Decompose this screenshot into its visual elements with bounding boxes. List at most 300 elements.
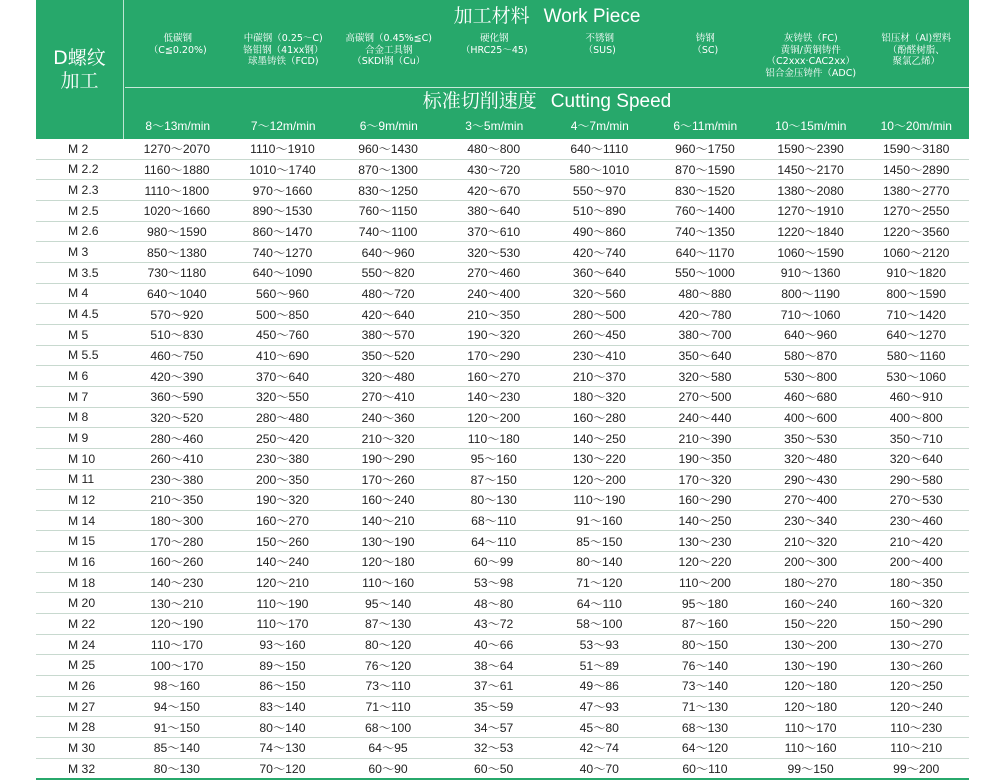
speed-value-cell: 91～150 (124, 717, 230, 738)
speed-value-cell: 230～380 (124, 469, 230, 490)
speed-value-cell: 120～220 (652, 552, 758, 573)
speed-value-cell: 73～140 (652, 676, 758, 697)
speed-value-cell: 210～420 (863, 531, 969, 552)
speed-value-cell: 130～210 (124, 593, 230, 614)
speed-value-cell: 85～150 (547, 531, 653, 552)
speed-value-cell: 480～720 (335, 283, 441, 304)
speed-value-cell: 190～320 (230, 490, 336, 511)
speed-value-cell: 380～640 (441, 200, 547, 221)
material-line: 铝压材（Al)塑料 (881, 33, 952, 44)
speed-value-cell: 370～640 (230, 366, 336, 387)
work-piece-title-en: Work Piece (543, 6, 641, 27)
speed-value-cell: 510～830 (124, 324, 230, 345)
speed-value-cell: 51～89 (547, 655, 653, 676)
speed-value-cell: 240～440 (652, 407, 758, 428)
speed-value-cell: 350～710 (863, 428, 969, 449)
speed-value-cell: 760～1400 (652, 200, 758, 221)
speed-value-cell: 890～1530 (230, 200, 336, 221)
speed-value-cell: 93～160 (230, 634, 336, 655)
speed-value-cell: 120～210 (230, 572, 336, 593)
speed-value-cell: 87～150 (441, 469, 547, 490)
thread-size-cell: M 16 (36, 552, 124, 573)
thread-size-cell: M 14 (36, 510, 124, 531)
speed-value-cell: 380～570 (335, 324, 441, 345)
table-row (36, 531, 969, 552)
material-line: 不锈钢 (585, 33, 614, 44)
speed-value-cell: 970～1660 (230, 180, 336, 201)
table-row (36, 593, 969, 614)
speed-value-cell: 80～150 (652, 634, 758, 655)
speed-value-cell: 160～280 (547, 407, 653, 428)
speed-value-cell: 42～74 (547, 738, 653, 759)
thread-size-cell: M 20 (36, 593, 124, 614)
material-row (125, 33, 969, 85)
d-thread-label-1: D螺纹 (53, 46, 106, 69)
speed-value-cell: 1060～1590 (758, 242, 864, 263)
speed-value-cell: 160～290 (652, 490, 758, 511)
speed-value-cell: 180～320 (547, 386, 653, 407)
table-row (36, 180, 969, 201)
speed-value-cell: 1160～1880 (124, 159, 230, 180)
thread-size-cell: M 22 (36, 614, 124, 635)
speed-value-cell: 1220～1840 (758, 221, 864, 242)
speed-value-cell: 140～240 (230, 552, 336, 573)
speed-value-cell: 170～280 (124, 531, 230, 552)
speed-range-7: 10～15m/min (775, 119, 847, 133)
speed-value-cell: 95～180 (652, 593, 758, 614)
speed-value-cell: 190～350 (652, 448, 758, 469)
speed-value-cell: 130～220 (547, 448, 653, 469)
speed-value-cell: 89～150 (230, 655, 336, 676)
speed-value-cell: 70～120 (230, 758, 336, 779)
speed-value-cell: 870～1590 (652, 159, 758, 180)
speed-value-cell: 180～300 (124, 510, 230, 531)
material-header-8 (864, 33, 970, 85)
speed-value-cell: 120～200 (547, 469, 653, 490)
speed-value-cell: 43～72 (441, 614, 547, 635)
speed-value-cell: 870～1300 (335, 159, 441, 180)
material-header-1 (125, 33, 231, 85)
thread-size-cell: M 6 (36, 366, 124, 387)
speed-value-cell: 240～400 (441, 283, 547, 304)
cutting-speed-table (36, 0, 969, 780)
speed-value-cell: 400～600 (758, 407, 864, 428)
speed-value-cell: 460～750 (124, 345, 230, 366)
speed-value-cell: 80～140 (230, 717, 336, 738)
table-row (36, 696, 969, 717)
speed-value-cell: 64～95 (335, 738, 441, 759)
speed-value-cell: 260～450 (547, 324, 653, 345)
speed-value-cell: 1220～3560 (863, 221, 969, 242)
speed-value-cell: 140～250 (547, 428, 653, 449)
speed-value-cell: 170～290 (441, 345, 547, 366)
thread-size-cell: M 8 (36, 407, 124, 428)
speed-value-cell: 95～160 (441, 448, 547, 469)
speed-value-cell: 130～260 (863, 655, 969, 676)
speed-value-cell: 420～390 (124, 366, 230, 387)
d-thread-label-2: 加工 (60, 69, 99, 92)
speed-value-cell: 1380～2080 (758, 180, 864, 201)
speed-value-cell: 71～120 (547, 572, 653, 593)
table-row (36, 552, 969, 573)
speed-value-cell: 1590～2390 (758, 139, 864, 159)
material-line: （SUS) (583, 44, 616, 56)
speed-value-cell: 230～460 (863, 510, 969, 531)
speed-value-cell: 76～140 (652, 655, 758, 676)
speed-value-cell: 87～160 (652, 614, 758, 635)
speed-value-cell: 34～57 (441, 717, 547, 738)
speed-value-cell: 210～370 (547, 366, 653, 387)
speed-value-cell: 49～86 (547, 676, 653, 697)
speed-value-cell: 60～50 (441, 758, 547, 779)
speed-value-cell: 170～260 (335, 469, 441, 490)
speed-value-cell: 210～320 (758, 531, 864, 552)
table-row (36, 510, 969, 531)
speed-value-cell: 960～1430 (335, 139, 441, 159)
cutting-speed-title (125, 90, 969, 114)
speed-value-cell: 160～270 (441, 366, 547, 387)
speed-range-8: 10～20m/min (880, 119, 952, 133)
speed-value-cell: 95～140 (335, 593, 441, 614)
speed-value-cell: 210～390 (652, 428, 758, 449)
speed-value-cell: 110～230 (863, 717, 969, 738)
speed-value-cell: 200～350 (230, 469, 336, 490)
speed-value-cell: 99～200 (863, 758, 969, 779)
speed-range-3: 6～9m/min (359, 119, 418, 133)
table-row (36, 717, 969, 738)
thread-size-cell: M 5 (36, 324, 124, 345)
speed-value-cell: 270～530 (863, 490, 969, 511)
speed-value-cell: 420～640 (335, 304, 441, 325)
speed-value-cell: 260～410 (124, 448, 230, 469)
speed-value-cell: 320～480 (758, 448, 864, 469)
speed-value-cell: 280～460 (124, 428, 230, 449)
speed-value-cell: 1060～2120 (863, 242, 969, 263)
speed-value-cell: 110～190 (230, 593, 336, 614)
speed-value-cell: 99～150 (758, 758, 864, 779)
speed-value-cell: 47～93 (547, 696, 653, 717)
speed-value-cell: 37～61 (441, 676, 547, 697)
speed-value-cell: 180～270 (758, 572, 864, 593)
speed-value-cell: 86～150 (230, 676, 336, 697)
speed-value-cell: 160～240 (758, 593, 864, 614)
speed-value-cell: 110～160 (335, 572, 441, 593)
speed-value-cell: 550～970 (547, 180, 653, 201)
thread-size-cell: M 27 (36, 696, 124, 717)
thread-size-cell: M 25 (36, 655, 124, 676)
speed-value-cell: 640～960 (758, 324, 864, 345)
thread-size-cell: M 24 (36, 634, 124, 655)
speed-value-cell: 550～820 (335, 262, 441, 283)
speed-value-cell: 32～53 (441, 738, 547, 759)
speed-value-cell: 910～1360 (758, 262, 864, 283)
material-line: 球墨铸铁（FCD) (247, 56, 319, 67)
speed-value-cell: 120～180 (758, 696, 864, 717)
speed-value-cell: 160～320 (863, 593, 969, 614)
speed-value-cell: 320～640 (863, 448, 969, 469)
material-line: 黄铜/黄铜铸件 (780, 44, 841, 56)
speed-value-cell: 560～960 (230, 283, 336, 304)
speed-value-cell: 420～780 (652, 304, 758, 325)
speed-value-cell: 91～160 (547, 510, 653, 531)
speed-value-cell: 980～1590 (124, 221, 230, 242)
header-divider (125, 87, 969, 88)
speed-value-cell: 1450～2170 (758, 159, 864, 180)
thread-size-cell: M 5.5 (36, 345, 124, 366)
speed-value-cell: 1010～1740 (230, 159, 336, 180)
speed-value-cell: 110～200 (652, 572, 758, 593)
speed-value-cell: 87～130 (335, 614, 441, 635)
material-line: （C2xxx·CAC2xx） (766, 56, 855, 67)
table-row (36, 283, 969, 304)
speed-value-cell: 360～590 (124, 386, 230, 407)
speed-value-cell: 150～290 (863, 614, 969, 635)
table-row (36, 139, 969, 159)
material-header-4 (442, 33, 548, 85)
speed-value-cell: 110～190 (547, 490, 653, 511)
speed-value-cell: 230～380 (230, 448, 336, 469)
speed-value-cell: 80～130 (124, 758, 230, 779)
thread-size-cell: M 2 (36, 139, 124, 159)
material-line: 中碳钢（0.25～C) (243, 33, 323, 44)
speed-value-cell: 35～59 (441, 696, 547, 717)
speed-range-5: 4～7m/min (570, 119, 629, 133)
speed-value-cell: 550～1000 (652, 262, 758, 283)
speed-value-cell: 640～1170 (652, 242, 758, 263)
speed-value-cell: 420～670 (441, 180, 547, 201)
material-line: 硬化钢 (479, 33, 509, 44)
speed-value-cell: 230～410 (547, 345, 653, 366)
speed-value-cell: 800～1190 (758, 283, 864, 304)
speed-value-cell: 110～180 (441, 428, 547, 449)
speed-value-cell: 58～100 (547, 614, 653, 635)
speed-value-cell: 130～200 (758, 634, 864, 655)
speed-value-cell: 130～190 (335, 531, 441, 552)
thread-size-cell: M 15 (36, 531, 124, 552)
table-row (36, 614, 969, 635)
thread-size-cell: M 4 (36, 283, 124, 304)
speed-value-cell: 120～180 (758, 676, 864, 697)
speed-value-cell: 210～320 (335, 428, 441, 449)
speed-value-cell: 100～170 (124, 655, 230, 676)
speed-value-cell: 480～880 (652, 283, 758, 304)
table-row (36, 242, 969, 263)
speed-range-4: 3～5m/min (465, 119, 524, 133)
speed-value-cell: 140～230 (441, 386, 547, 407)
speed-value-cell: 640～1270 (863, 324, 969, 345)
speed-value-cell: 210～350 (124, 490, 230, 511)
material-line: （SC) (692, 44, 719, 56)
material-line: 灰铸铁（FC) (783, 33, 838, 44)
speed-value-cell: 76～120 (335, 655, 441, 676)
speed-value-cell: 320～550 (230, 386, 336, 407)
table-row (36, 221, 969, 242)
thread-size-cell: M 2.3 (36, 180, 124, 201)
speed-value-cell: 850～1380 (124, 242, 230, 263)
speed-value-cell: 71～110 (335, 696, 441, 717)
speed-value-cell: 38～64 (441, 655, 547, 676)
speed-value-cell: 53～98 (441, 572, 547, 593)
cutting-speed-title-cn: 标准切削速度 (422, 91, 537, 112)
speed-value-cell: 140～210 (335, 510, 441, 531)
speed-value-cell: 110～160 (758, 738, 864, 759)
speed-value-cell: 450～760 (230, 324, 336, 345)
speed-value-cell: 200～400 (863, 552, 969, 573)
speed-range-row (125, 116, 969, 136)
speed-value-cell: 760～1150 (335, 200, 441, 221)
speed-value-cell: 420～740 (547, 242, 653, 263)
speed-value-cell: 68～110 (441, 510, 547, 531)
material-line: 聚氯乙烯） (892, 56, 940, 67)
table-row (36, 469, 969, 490)
thread-size-cell: M 10 (36, 448, 124, 469)
speed-value-cell: 150～220 (758, 614, 864, 635)
speed-value-cell: 1110～1800 (124, 180, 230, 201)
table-row (36, 386, 969, 407)
thread-size-cell: M 28 (36, 717, 124, 738)
thread-size-cell: M 3.5 (36, 262, 124, 283)
speed-value-cell: 130～190 (758, 655, 864, 676)
speed-value-cell: 45～80 (547, 717, 653, 738)
speed-value-cell: 740～1100 (335, 221, 441, 242)
speed-value-cell: 64～120 (652, 738, 758, 759)
table-row (36, 262, 969, 283)
table-row (36, 738, 969, 759)
speed-value-cell: 40～70 (547, 758, 653, 779)
speed-value-cell: 110～170 (124, 634, 230, 655)
speed-value-cell: 490～860 (547, 221, 653, 242)
material-line: 铸钢 (695, 33, 715, 44)
thread-size-cell: M 9 (36, 428, 124, 449)
speed-value-cell: 150～260 (230, 531, 336, 552)
speed-value-cell: 830～1250 (335, 180, 441, 201)
speed-value-cell: 270～500 (652, 386, 758, 407)
speed-value-cell: 190～290 (335, 448, 441, 469)
speed-value-cell: 320～480 (335, 366, 441, 387)
speed-value-cell: 71～130 (652, 696, 758, 717)
d-thread-header (36, 0, 124, 139)
speed-value-cell: 110～210 (863, 738, 969, 759)
speed-value-cell: 640～1040 (124, 283, 230, 304)
speed-value-cell: 120～240 (863, 696, 969, 717)
speed-value-cell: 640～960 (335, 242, 441, 263)
speed-value-cell: 83～140 (230, 696, 336, 717)
speed-value-cell: 530～1060 (863, 366, 969, 387)
speed-value-cell: 130～270 (863, 634, 969, 655)
speed-value-cell: 280～480 (230, 407, 336, 428)
speed-value-cell: 170～320 (652, 469, 758, 490)
material-line: 低碳钢 (163, 33, 192, 44)
speed-value-cell: 120～200 (441, 407, 547, 428)
speed-data-table (36, 139, 969, 780)
speed-value-cell: 1270～2070 (124, 139, 230, 159)
speed-value-cell: 140～230 (124, 572, 230, 593)
speed-value-cell: 460～910 (863, 386, 969, 407)
speed-value-cell: 570～920 (124, 304, 230, 325)
speed-value-cell: 730～1180 (124, 262, 230, 283)
speed-value-cell: 53～93 (547, 634, 653, 655)
speed-range-6: 6～11m/min (673, 119, 738, 133)
speed-value-cell: 290～580 (863, 469, 969, 490)
speed-value-cell: 250～420 (230, 428, 336, 449)
thread-size-cell: M 2.5 (36, 200, 124, 221)
table-row (36, 324, 969, 345)
speed-value-cell: 350～640 (652, 345, 758, 366)
speed-value-cell: 710～1420 (863, 304, 969, 325)
speed-value-cell: 1450～2890 (863, 159, 969, 180)
table-row (36, 676, 969, 697)
table-row (36, 634, 969, 655)
speed-value-cell: 510～890 (547, 200, 653, 221)
table-row (36, 200, 969, 221)
speed-value-cell: 190～320 (441, 324, 547, 345)
speed-value-cell: 1590～3180 (863, 139, 969, 159)
speed-value-cell: 350～530 (758, 428, 864, 449)
work-piece-title-cn: 加工材料 (453, 6, 530, 27)
speed-value-cell: 640～1110 (547, 139, 653, 159)
speed-value-cell: 64～110 (547, 593, 653, 614)
material-line: 铬钼钢（41xx钢） (243, 44, 324, 56)
speed-value-cell: 140～250 (652, 510, 758, 531)
speed-value-cell: 740～1350 (652, 221, 758, 242)
material-header-6 (653, 33, 759, 85)
speed-range-2: 7～12m/min (250, 119, 316, 133)
speed-value-cell: 80～130 (441, 490, 547, 511)
speed-value-cell: 410～690 (230, 345, 336, 366)
speed-value-cell: 48～80 (441, 593, 547, 614)
speed-value-cell: 98～160 (124, 676, 230, 697)
thread-size-cell: M 7 (36, 386, 124, 407)
speed-value-cell: 74～130 (230, 738, 336, 759)
table-row (36, 490, 969, 511)
speed-value-cell: 640～1090 (230, 262, 336, 283)
thread-size-cell: M 2.2 (36, 159, 124, 180)
speed-value-cell: 1270～2550 (863, 200, 969, 221)
material-line: （C≦0.20%) (148, 44, 207, 56)
speed-value-cell: 800～1590 (863, 283, 969, 304)
speed-value-cell: 68～130 (652, 717, 758, 738)
speed-value-cell: 94～150 (124, 696, 230, 717)
speed-value-cell: 320～520 (124, 407, 230, 428)
speed-value-cell: 60～99 (441, 552, 547, 573)
speed-value-cell: 960～1750 (652, 139, 758, 159)
speed-value-cell: 380～700 (652, 324, 758, 345)
speed-value-cell: 500～850 (230, 304, 336, 325)
table-row (36, 345, 969, 366)
speed-value-cell: 270～400 (758, 490, 864, 511)
thread-size-cell: M 30 (36, 738, 124, 759)
speed-value-cell: 130～230 (652, 531, 758, 552)
speed-value-cell: 290～430 (758, 469, 864, 490)
speed-value-cell: 200～300 (758, 552, 864, 573)
speed-value-cell: 120～190 (124, 614, 230, 635)
table-header (36, 0, 969, 139)
speed-value-cell: 350～520 (335, 345, 441, 366)
speed-value-cell: 85～140 (124, 738, 230, 759)
speed-value-cell: 60～90 (335, 758, 441, 779)
thread-size-cell: M 11 (36, 469, 124, 490)
table-row (36, 159, 969, 180)
speed-value-cell: 1380～2770 (863, 180, 969, 201)
speed-value-cell: 1270～1910 (758, 200, 864, 221)
speed-value-cell: 110～170 (230, 614, 336, 635)
thread-size-cell: M 2.6 (36, 221, 124, 242)
table-row (36, 655, 969, 676)
work-piece-title (125, 4, 969, 30)
table-row (36, 428, 969, 449)
speed-value-cell: 270～410 (335, 386, 441, 407)
speed-value-cell: 1110～1910 (230, 139, 336, 159)
